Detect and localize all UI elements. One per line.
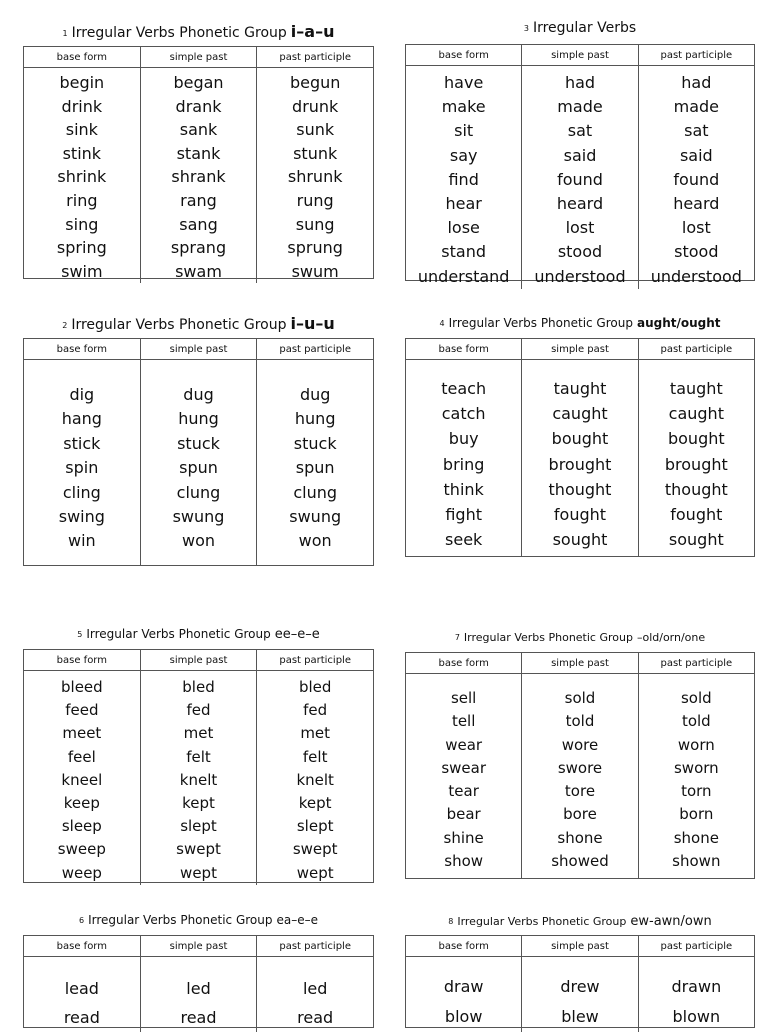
table-number: 6 [78, 916, 85, 925]
verb-cell: stick [63, 433, 101, 453]
simple-past-column [521, 66, 637, 289]
verb-table [405, 935, 755, 1028]
verb-cell: understood [650, 266, 742, 286]
verb-cell: stunk [293, 143, 338, 163]
table-number: 5 [77, 630, 83, 639]
verb-table [23, 46, 374, 279]
table-number: 1 [62, 29, 68, 38]
table-title-text: Irregular Verbs Phonetic Group [71, 317, 287, 333]
verb-cell: spun [295, 458, 335, 478]
column-header: simple past [140, 339, 257, 359]
past-participle-column [256, 957, 373, 1032]
verb-cell: swung [289, 506, 342, 526]
simple-past-column [140, 671, 257, 885]
verb-cell: sat [567, 121, 593, 141]
column-header: past participle [638, 653, 754, 673]
verb-cell: wear [445, 735, 483, 754]
column-header: base form [438, 343, 489, 355]
verb-cell: told [565, 712, 595, 731]
verb-cell: heard [673, 193, 720, 213]
column-header: base form [438, 49, 489, 61]
verb-cell: stank [176, 143, 221, 163]
column-header: past participle [256, 936, 373, 956]
table-number: 3 [523, 24, 529, 33]
verb-cell: teach [441, 379, 487, 398]
verb-cell: have [444, 73, 484, 92]
verb-cell: drunk [292, 96, 339, 116]
verb-table-5 [23, 627, 374, 883]
base-form-column [406, 360, 521, 556]
verb-cell: stink [62, 143, 102, 163]
verb-cell: tore [564, 782, 596, 801]
header-row [24, 650, 373, 671]
verb-cell: lead [64, 979, 99, 998]
verb-cell: swim [61, 261, 103, 281]
verb-cell: swore [557, 758, 603, 777]
verb-cell: kept [298, 793, 332, 812]
column-header: simple past [140, 936, 257, 956]
header-row [24, 936, 373, 957]
verb-table [23, 935, 374, 1028]
verb-cell: wept [180, 863, 217, 882]
verb-cell: rung [296, 190, 334, 210]
verb-cell: said [563, 145, 597, 165]
verb-table-7 [405, 631, 755, 879]
verb-cell: spring [56, 238, 107, 258]
verb-cell: blow [444, 1007, 483, 1026]
verb-cell: sought [668, 530, 724, 550]
verb-cell: swam [175, 261, 222, 281]
verb-cell: drawn [671, 977, 722, 996]
table-title [405, 631, 755, 644]
verb-cell: fought [553, 504, 607, 524]
phonetic-pattern: ee–e–e [274, 627, 320, 642]
verb-cell: fed [186, 701, 211, 720]
verb-cell: swing [58, 506, 105, 526]
verb-table-6 [23, 913, 374, 1028]
verb-cell: spin [65, 458, 99, 478]
table-body [24, 360, 373, 565]
verb-cell: shrink [57, 167, 107, 187]
verb-cell: spun [179, 458, 218, 478]
column-header: past participle [638, 936, 754, 956]
verb-cell: born [679, 805, 714, 824]
table-title [23, 627, 374, 642]
verb-cell: sworn [673, 758, 719, 777]
table-title-text: Irregular Verbs Phonetic Group [457, 915, 627, 928]
verb-cell: tell [451, 712, 476, 731]
verb-cell: sung [295, 214, 335, 234]
table-title [405, 20, 755, 36]
verb-cell: swept [292, 840, 338, 859]
verb-cell: hung [178, 409, 219, 429]
verb-cell: read [63, 1008, 100, 1027]
phonetic-pattern: aught/ought [636, 316, 721, 330]
verb-cell: bought [551, 429, 609, 449]
table-body [24, 957, 373, 1032]
base-form-column [406, 674, 521, 878]
simple-past-column [140, 68, 257, 283]
table-body [406, 360, 754, 556]
base-form-column [24, 360, 140, 565]
verb-cell: lost [565, 218, 595, 238]
verb-cell: sold [564, 689, 596, 707]
verb-cell: shone [557, 828, 603, 847]
verb-cell: shone [673, 828, 719, 847]
header-row [406, 936, 754, 957]
verb-cell: knelt [179, 770, 218, 789]
past-participle-column [256, 360, 373, 565]
base-form-column [24, 957, 140, 1032]
column-header: past participle [638, 339, 754, 359]
verb-cell: rang [180, 190, 217, 210]
header-row [406, 339, 754, 360]
verb-cell: fought [670, 504, 723, 524]
verb-cell: lose [447, 218, 480, 238]
verb-cell: caught [668, 404, 724, 424]
verb-cell: stood [557, 242, 603, 262]
verb-cell: buy [448, 429, 479, 449]
verb-cell: told [681, 712, 711, 731]
verb-cell: led [302, 979, 328, 998]
verb-cell: hung [294, 409, 336, 429]
verb-cell: ring [66, 190, 98, 210]
simple-past-column [521, 957, 637, 1032]
verb-cell: bought [667, 429, 725, 449]
verb-cell: dug [299, 385, 331, 404]
verb-cell: weep [61, 863, 102, 882]
base-form-column [406, 66, 521, 289]
verb-cell: hang [61, 409, 102, 429]
table-body [24, 671, 373, 885]
verb-cell: had [564, 73, 596, 92]
verb-cell: fed [303, 701, 328, 720]
table-title-text: Irregular Verbs Phonetic Group [71, 25, 287, 41]
verb-cell: stuck [293, 433, 337, 453]
verb-cell: shine [443, 828, 484, 847]
past-participle-column [256, 68, 373, 283]
column-header: base form [438, 940, 489, 952]
verb-table [23, 649, 374, 883]
verb-cell: catch [441, 404, 486, 424]
verb-cell: found [673, 169, 720, 189]
verb-cell: show [444, 852, 484, 871]
verb-cell: sprung [287, 238, 343, 258]
verb-cell: drew [560, 977, 600, 996]
verb-cell: clung [293, 482, 338, 502]
verb-cell: brought [548, 454, 612, 474]
verb-cell: sell [450, 689, 477, 707]
verb-cell: sought [552, 530, 608, 550]
verb-cell: kneel [61, 770, 103, 789]
verb-cell: think [443, 479, 484, 499]
verb-cell: feel [67, 747, 96, 766]
verb-cell: knelt [296, 770, 334, 789]
column-header: base form [438, 657, 489, 669]
verb-table-2 [23, 314, 374, 566]
header-row [406, 45, 754, 66]
verb-cell: sink [65, 120, 98, 140]
verb-cell: bled [298, 678, 332, 696]
verb-cell: cling [62, 482, 101, 502]
verb-cell: sang [179, 214, 218, 234]
column-header: past participle [256, 339, 373, 359]
column-header: simple past [521, 339, 637, 359]
header-row [406, 653, 754, 674]
verb-table-3 [405, 18, 755, 286]
verb-cell: won [182, 531, 216, 551]
base-form-column [406, 957, 521, 1032]
verb-cell: drink [61, 96, 103, 116]
table-body [406, 66, 754, 289]
verb-cell: read [297, 1008, 334, 1027]
verb-cell: seek [445, 530, 483, 550]
verb-table [405, 338, 755, 557]
verb-table-4 [405, 314, 755, 557]
column-header: base form [56, 343, 107, 355]
base-form-column [24, 671, 140, 885]
verb-table-8 [405, 914, 755, 1028]
header-row [24, 47, 373, 68]
verb-cell: wept [296, 863, 334, 882]
verb-cell: dig [69, 385, 95, 404]
table-title [405, 914, 755, 929]
table-number: 4 [439, 319, 445, 328]
verb-cell: heard [556, 193, 604, 213]
verb-cell: shrunk [287, 167, 343, 187]
phonetic-pattern: i–a–u [290, 22, 335, 41]
verb-cell: blown [672, 1007, 721, 1026]
verb-cell: swept [176, 840, 221, 859]
verb-cell: sunk [296, 120, 335, 140]
verb-cell: torn [681, 782, 712, 801]
verb-cell: bleed [61, 678, 103, 696]
verb-cell: thought [548, 479, 612, 499]
verb-cell: met [300, 724, 331, 743]
table-number: 8 [448, 917, 454, 926]
verb-cell: bring [442, 454, 485, 474]
verb-table-1 [23, 20, 374, 279]
verb-cell: hear [445, 193, 482, 213]
table-title-text: Irregular Verbs Phonetic Group [86, 627, 271, 641]
table-title-text: Irregular Verbs Phonetic Group [463, 631, 633, 644]
table-title [23, 22, 374, 41]
verb-cell: made [557, 97, 603, 117]
column-header: simple past [140, 650, 257, 670]
simple-past-column [140, 360, 257, 565]
verb-cell: read [180, 1008, 217, 1027]
verb-cell: kept [182, 793, 215, 812]
verb-cell: worn [677, 735, 715, 754]
table-title [23, 913, 374, 927]
verb-cell: swung [172, 506, 225, 526]
table-body [406, 957, 754, 1032]
table-title [23, 314, 374, 333]
verb-cell: taught [669, 379, 723, 398]
column-header: base form [56, 940, 107, 952]
verb-cell: shrank [171, 167, 226, 187]
verb-cell: showed [551, 852, 609, 871]
verb-cell: caught [552, 404, 608, 424]
verb-cell: sold [680, 689, 712, 707]
verb-table [405, 44, 755, 286]
table-body [24, 68, 373, 283]
verb-cell: sit [454, 121, 474, 141]
phonetic-pattern: –old/orn/one [636, 631, 706, 644]
verb-cell: felt [186, 747, 211, 766]
column-header: base form [56, 51, 107, 63]
verb-cell: make [441, 97, 486, 117]
phonetic-pattern: ea–e–e [276, 913, 318, 927]
verb-cell: sprang [170, 238, 227, 258]
verb-cell: meet [62, 724, 102, 743]
verb-cell: lost [681, 218, 711, 238]
verb-cell: met [183, 724, 214, 743]
column-header: simple past [521, 653, 637, 673]
verb-cell: swear [441, 758, 486, 777]
verb-cell: drank [175, 96, 222, 116]
verb-cell: find [448, 169, 479, 189]
verb-cell: understood [534, 266, 626, 286]
table-number: 7 [454, 633, 460, 642]
phonetic-pattern: ew-awn/own [630, 914, 712, 929]
verb-table [23, 338, 374, 566]
simple-past-column [521, 674, 637, 878]
verb-cell: bear [446, 805, 481, 824]
verb-cell: said [679, 145, 713, 165]
verb-cell: sleep [61, 817, 102, 836]
verb-cell: led [186, 979, 211, 998]
verb-cell: stood [674, 242, 719, 262]
past-participle-column [638, 674, 754, 878]
verb-cell: sat [684, 121, 709, 141]
verb-cell: sweep [57, 840, 106, 859]
verb-cell: began [173, 73, 224, 92]
simple-past-column [521, 360, 637, 556]
verb-cell: felt [302, 747, 328, 766]
base-form-column [24, 68, 140, 283]
verb-cell: fight [445, 504, 482, 524]
verb-cell: wore [561, 735, 599, 754]
column-header: base form [56, 654, 107, 666]
verb-cell: sing [65, 214, 99, 234]
verb-cell: slept [296, 817, 334, 836]
column-header: past participle [256, 650, 373, 670]
header-row [24, 339, 373, 360]
verb-cell: stand [441, 242, 487, 262]
verb-cell: taught [553, 379, 607, 398]
verb-cell: dug [183, 385, 214, 404]
verb-cell: begin [59, 73, 105, 92]
simple-past-column [140, 957, 257, 1032]
verb-cell: brought [664, 454, 728, 474]
verb-cell: say [449, 145, 478, 165]
table-title-text: Irregular Verbs [532, 20, 637, 36]
verb-cell: made [673, 97, 720, 117]
verb-cell: thought [664, 479, 728, 499]
verb-cell: keep [63, 793, 100, 812]
verb-cell: bled [182, 678, 215, 696]
table-title-text: Irregular Verbs Phonetic Group [88, 913, 273, 927]
column-header: simple past [140, 47, 257, 67]
column-header: past participle [256, 47, 373, 67]
verb-cell: clung [176, 482, 221, 502]
verb-cell: had [681, 73, 712, 92]
past-participle-column [638, 66, 754, 289]
table-title [405, 316, 755, 330]
verb-cell: feed [65, 701, 99, 720]
verb-cell: slept [180, 817, 217, 836]
column-header: past participle [638, 45, 754, 65]
column-header: simple past [521, 45, 637, 65]
verb-cell: won [298, 531, 332, 551]
past-participle-column [638, 957, 754, 1032]
phonetic-pattern: i–u–u [290, 314, 335, 333]
verb-cell: shown [672, 852, 721, 871]
verb-cell: understand [417, 266, 510, 286]
past-participle-column [256, 671, 373, 885]
verb-cell: begun [289, 73, 341, 92]
table-body [406, 674, 754, 878]
verb-cell: blew [561, 1007, 599, 1026]
verb-cell: draw [443, 977, 484, 996]
table-title-text: Irregular Verbs Phonetic Group [448, 316, 633, 330]
verb-cell: win [68, 531, 96, 551]
past-participle-column [638, 360, 754, 556]
verb-cell: sank [179, 120, 218, 140]
verb-cell: found [557, 169, 603, 189]
column-header: simple past [521, 936, 637, 956]
verb-cell: bore [563, 805, 597, 824]
verb-cell: swum [291, 261, 339, 281]
verb-table [405, 652, 755, 879]
verb-cell: stuck [177, 433, 220, 453]
table-number: 2 [62, 321, 68, 330]
verb-cell: tear [448, 782, 479, 801]
